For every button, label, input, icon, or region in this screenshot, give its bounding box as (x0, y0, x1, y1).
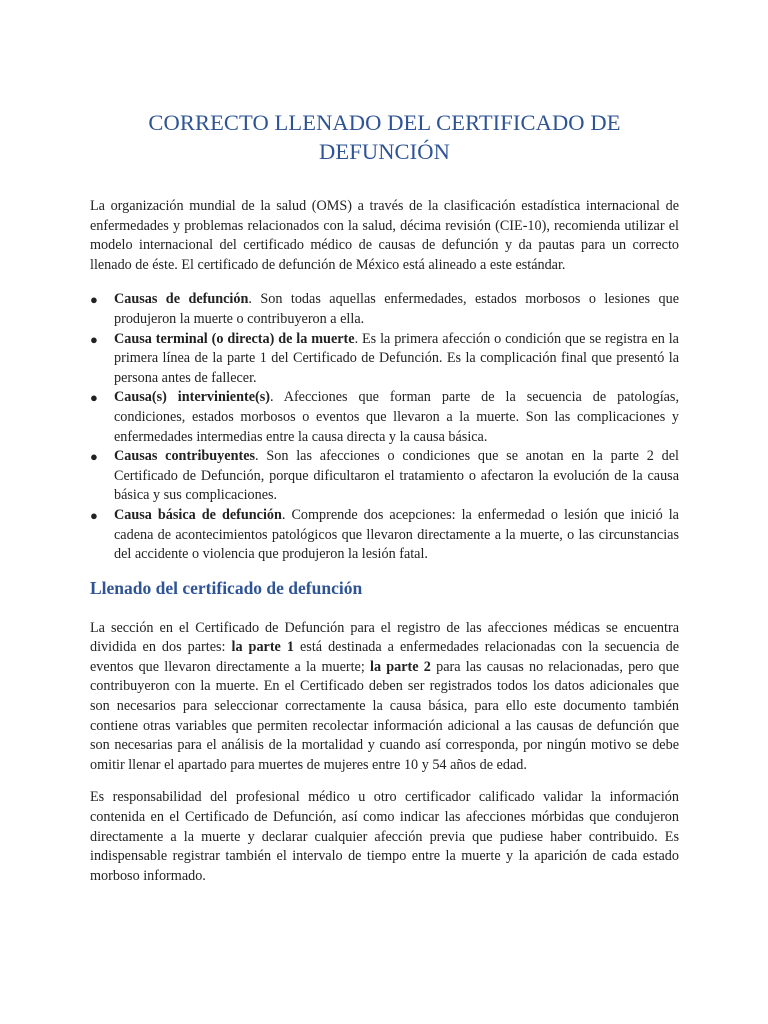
paragraph-bold-text: la parte 2 (370, 658, 431, 675)
definition-item (90, 388, 679, 447)
bullet-icon: ● (90, 507, 98, 523)
section-heading: Llenado del certificado de defunción (90, 577, 363, 598)
document-page (90, 108, 679, 886)
body-paragraph-2: Es responsabilidad del profesional médico u otro certificador calificado validar la información contenida en el Certificado de Defunción, así como indicar las afecciones mórbidas que condujeron directamente a la muerte y declarar cualquier afección previa que pudiese haber contribuido. Es indispensable registrar también el intervalo de tiempo entre la muerte y la aparición de cada estado morboso informado. (90, 789, 679, 884)
definition-term: Causa básica de defunción (114, 506, 282, 523)
paragraph-text: está destinada a enfermedades relacionadas con la secuencia de eventos que llevaron directamente a la muerte; (90, 639, 680, 675)
definition-text: . Son las afecciones o condiciones que se anotan en la parte 2 del Certificado de Defunción, porque dificultaron el tratamiento o afectaron la evolución de la causa básica y sus complicaciones. (114, 448, 679, 504)
document-title-line-1: CORRECTO LLENADO DEL CERTIFICADO DE (148, 110, 621, 135)
definition-item (90, 447, 679, 506)
definition-item (90, 290, 679, 329)
bullet-icon: ● (90, 331, 98, 347)
bullet-icon: ● (90, 390, 98, 406)
body-paragraph-1 (90, 619, 679, 776)
definition-text: . Es la primera afección o condición que se registra en la primera línea de la parte 1 del Certificado de Defunción. Es la complicación final que presentó la persona antes de fallecer. (114, 330, 679, 386)
definition-text: . Afecciones que forman parte de la secuencia de patologías, condiciones, estados morbosos o eventos que llevaron a la muerte. Son las complicaciones y enfermedades intermedias entre la causa directa y la causa básica. (114, 389, 680, 445)
definition-item (90, 330, 679, 389)
definition-item (90, 506, 679, 565)
paragraph-bold-text: la parte 1 (231, 639, 294, 656)
paragraph-text: para las causas no relacionadas, pero que contribuyeron con la muerte. En el Certificado deben ser registrados todos los datos adicionales que son necesarios para seleccionar correctamente la causa básica, para ello este documento también contiene otras variables que permiten recolectar información adicional a las causas de defunción que son necesarias para el análisis de la mortalidad y cuando así corresponda, por ningún motivo se debe omitir llenar el apartado para muertes de mujeres entre 10 y 54 años de edad. (90, 658, 680, 773)
bullet-icon: ● (90, 292, 98, 308)
definition-term: Causas contribuyentes (114, 448, 256, 465)
document-title-line-2: DEFUNCIÓN (319, 139, 450, 164)
definition-text: . Son todas aquellas enfermedades, estados morbosos o lesiones que produjeron la muerte o contribuyeron a ella. (114, 291, 679, 327)
document-title (90, 108, 679, 166)
paragraph-text: La sección en el Certificado de Defunción para el registro de las afecciones médicas se encuentra dividida en dos partes: (90, 619, 679, 656)
definition-term: Causa terminal (o directa) de la muerte (114, 330, 355, 347)
intro-paragraph: La organización mundial de la salud (OMS) a través de la clasificación estadística internacional de enfermedades y problemas relacionados con la salud, décima revisión (CIE-10), recomienda utilizar el modelo internacional del certificado médico de causas de defunción y da pautas para un correcto llenado de éste. El certificado de defunción de México está alineado a este estándar. (90, 198, 679, 273)
definition-text: . Comprende dos acepciones: la enfermedad o lesión que inició la cadena de acontecimientos patológicos que llevaron directamente a la muerte, o las circunstancias del accidente o violencia que produjeron la lesión fatal. (114, 506, 679, 563)
definitions-list (90, 290, 679, 564)
bullet-icon: ● (90, 449, 98, 465)
definition-term: Causa(s) interviniente(s) (114, 389, 270, 406)
definition-term: Causas de defunción (114, 291, 249, 308)
